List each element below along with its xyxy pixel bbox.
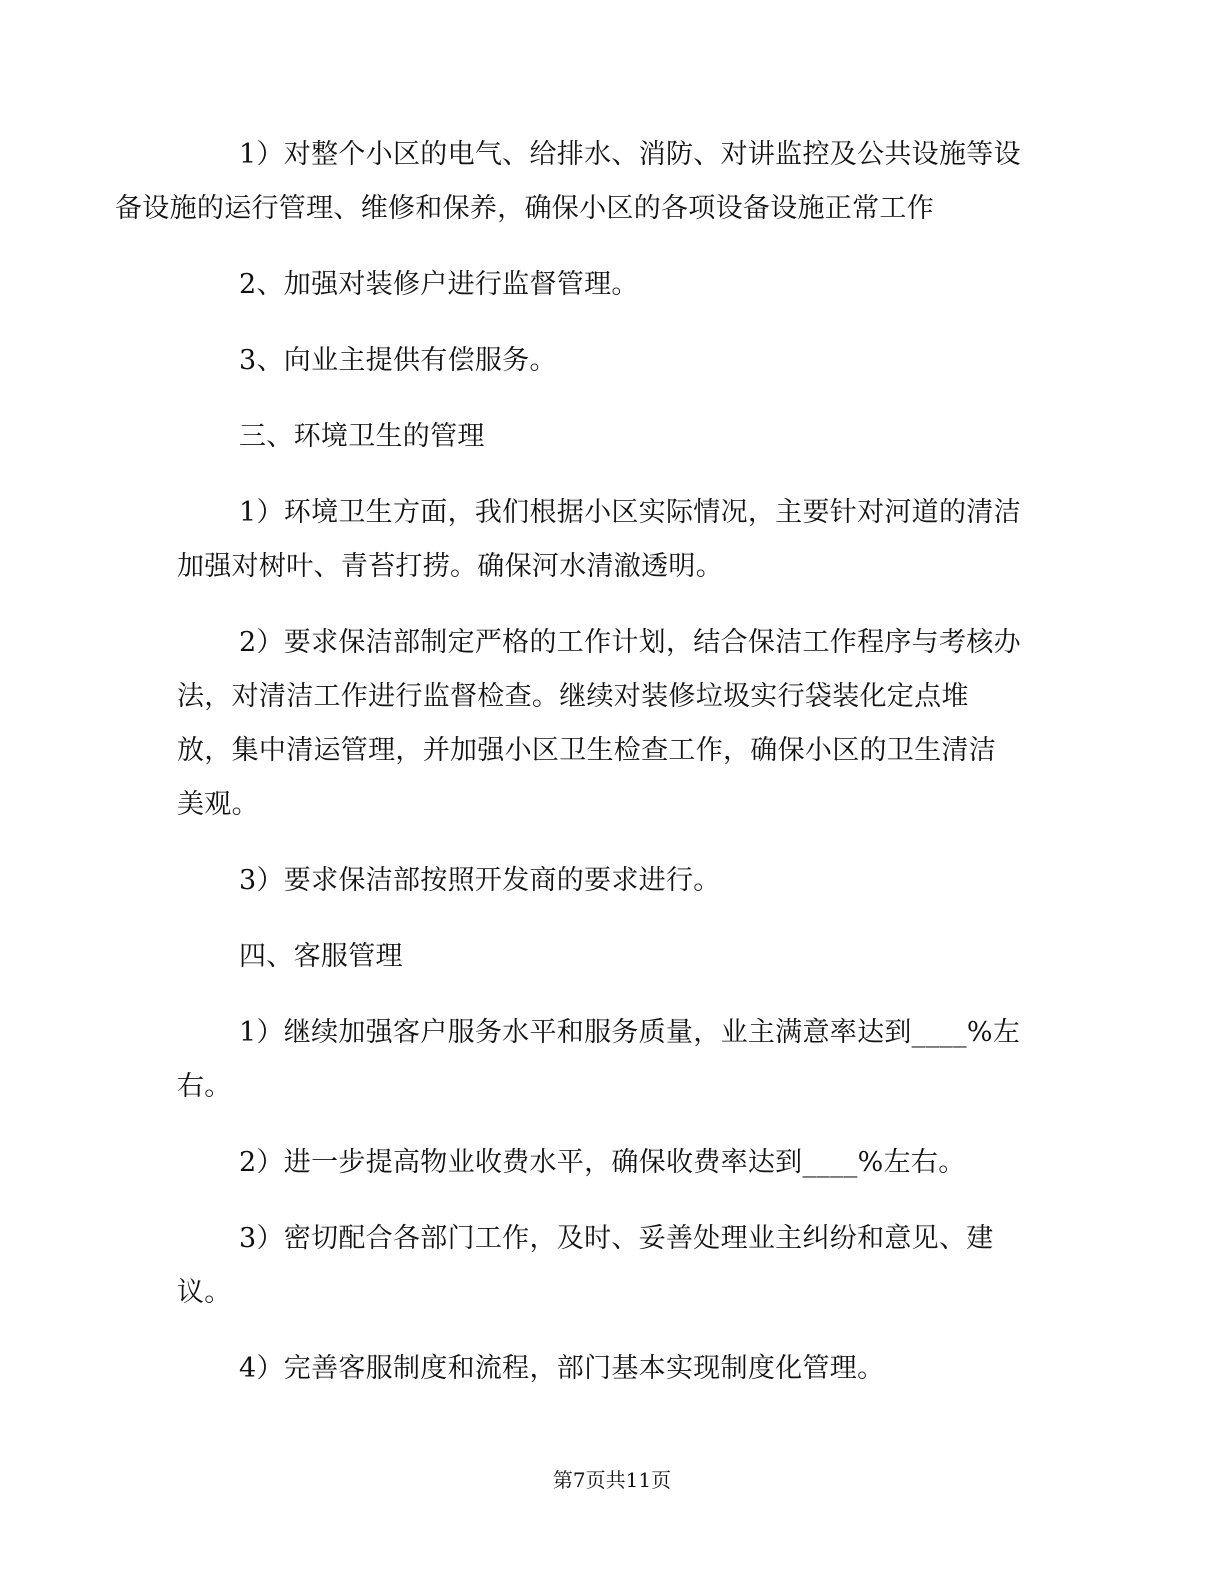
section-heading-customer-service xyxy=(177,930,1037,984)
paragraph-paid-services xyxy=(177,334,1037,388)
text-line: 三、环境卫生的管理 xyxy=(239,421,485,452)
paragraph-renovation-supervision xyxy=(177,258,1037,312)
paragraph-cleaning-plan xyxy=(177,616,1037,832)
paragraph-department-cooperation xyxy=(177,1212,1037,1320)
text-line: 右。 xyxy=(177,1071,232,1102)
document-body xyxy=(115,128,1037,1418)
paragraph-equipment-management xyxy=(115,128,1037,236)
paragraph-satisfaction-rate xyxy=(177,1006,1037,1114)
text-line: 2）进一步提高物业收费水平，确保收费率达到____%左右。 xyxy=(239,1147,966,1178)
text-line: 3、向业主提供有偿服务。 xyxy=(239,345,557,376)
text-line: 四、客服管理 xyxy=(239,941,403,972)
text-line: 议。 xyxy=(177,1277,232,1308)
text-line: 3）密切配合各部门工作，及时、妥善处理业主纠纷和意见、建 xyxy=(239,1223,994,1254)
section-heading-environment xyxy=(177,410,1037,464)
text-line: 1）对整个小区的电气、给排水、消防、对讲监控及公共设施等设 xyxy=(239,139,1021,170)
text-line: 放，集中清运管理，并加强小区卫生检查工作，确保小区的卫生清洁 xyxy=(177,735,996,766)
page-number-footer: 第7页共11页 xyxy=(552,1468,672,1492)
text-line: 备设施的运行管理、维修和保养，确保小区的各项设备设施正常工作 xyxy=(115,193,934,224)
text-line: 美观。 xyxy=(177,789,259,820)
paragraph-fee-collection xyxy=(177,1136,1037,1190)
text-line: 1）环境卫生方面，我们根据小区实际情况，主要针对河道的清洁 xyxy=(239,497,1021,528)
text-line: 2）要求保洁部制定严格的工作计划，结合保洁工作程序与考核办 xyxy=(239,627,1021,658)
text-line: 4）完善客服制度和流程，部门基本实现制度化管理。 xyxy=(239,1353,885,1384)
text-line: 1）继续加强客户服务水平和服务质量，业主满意率达到____%左 xyxy=(239,1017,1021,1048)
paragraph-environment-hygiene xyxy=(177,486,1037,594)
paragraph-developer-requirements xyxy=(177,854,1037,908)
text-line: 2、加强对装修户进行监督管理。 xyxy=(239,269,639,300)
text-line: 法，对清洁工作进行监督检查。继续对装修垃圾实行袋装化定点堆 xyxy=(177,681,969,712)
text-line: 加强对树叶、青苔打捞。确保河水清澈透明。 xyxy=(177,551,723,582)
text-line: 3）要求保洁部按照开发商的要求进行。 xyxy=(239,865,721,896)
paragraph-service-procedures xyxy=(177,1342,1037,1396)
